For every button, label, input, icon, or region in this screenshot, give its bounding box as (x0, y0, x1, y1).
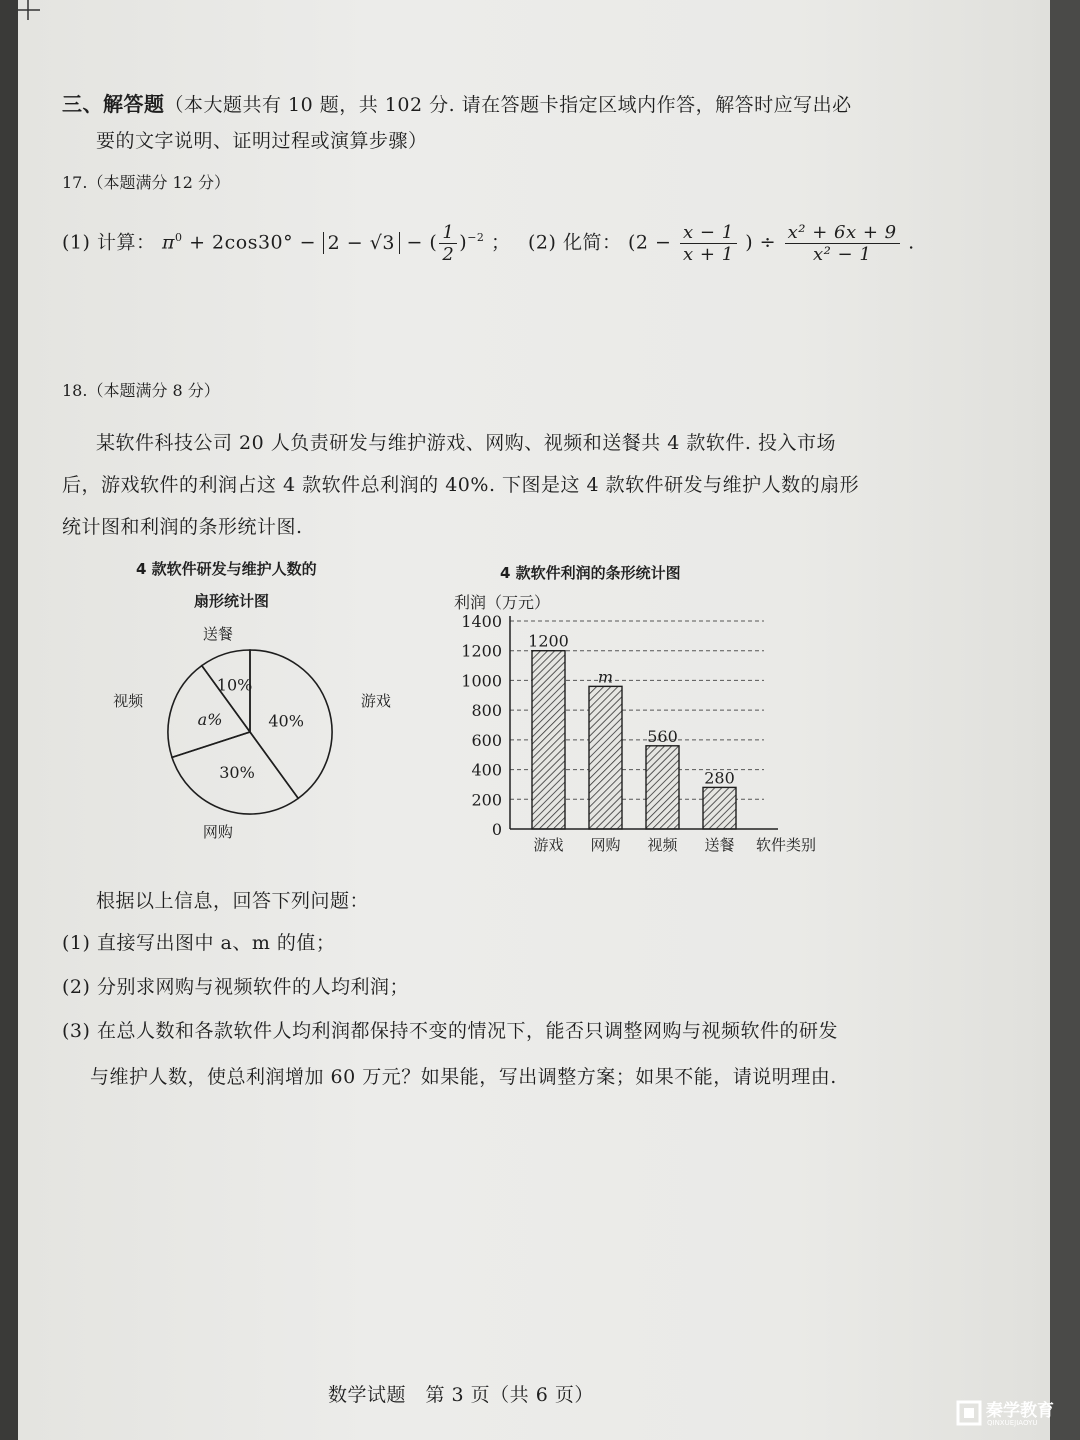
q17-close-paren: ) (459, 231, 468, 254)
q18-para-line2: 后，游戏软件的利润占这 4 款软件总利润的 40%. 下图是这 4 款软件研发与维护人数的扇形 (62, 474, 860, 496)
page-footer: 数学试题 第 3 页（共 6 页） (328, 1384, 594, 1406)
q17-f2-num: x² + 6x + 9 (785, 222, 900, 244)
logo-name: 秦学教育 (986, 1401, 1054, 1421)
section-note-line2: 要的文字说明、证明过程或演算步骤） (96, 130, 428, 152)
bar-xlabel: 软件类别 (756, 836, 817, 854)
pie-subtitle: 扇形统计图 (194, 592, 270, 610)
q18-prompt: 根据以上信息，回答下列问题： (96, 890, 370, 912)
bar-ytick-1200: 1200 (461, 641, 502, 661)
q17-f1-den: x + 1 (683, 244, 734, 265)
logo-icon (956, 1400, 982, 1426)
pie-category-2: 网购 (202, 822, 233, 841)
bar-category-2: 网购 (590, 836, 621, 854)
bar-ytick-800: 800 (471, 701, 502, 721)
q17-fraction1 (680, 222, 737, 265)
section-heading-line (62, 88, 852, 117)
pie-labels (113, 625, 391, 841)
q17-fraction2 (785, 222, 900, 265)
q18-sub1: (1) 直接写出图中 a、m 的值； (62, 932, 336, 954)
bar-category-3: 视频 (647, 836, 678, 854)
bar-data-label-1: 1200 (528, 631, 569, 651)
pie-category-1: 游戏 (360, 691, 391, 710)
q17-half-num: 1 (439, 222, 457, 244)
section-heading: 三、解答题 (62, 92, 165, 116)
watermark-logo (956, 1396, 1066, 1430)
q18-sub3-line2: 与维护人数，使总利润增加 60 万元？如果能，写出调整方案；如果不能，请说明理由. (90, 1066, 837, 1088)
bar-yticks (461, 612, 502, 839)
q17-header: 17.（本题满分 12 分） (62, 173, 230, 192)
bar-categories (533, 836, 734, 854)
bar-category-1: 游戏 (533, 836, 564, 854)
q17-p2-div: ) ÷ (745, 231, 777, 254)
q17-part1-label: (1) 计算： (62, 231, 156, 254)
bar-category-4: 送餐 (704, 836, 735, 854)
bar-2 (589, 686, 622, 829)
pie-title: 4 款软件研发与维护人数的 (136, 560, 317, 578)
logo-sub: QINXUEJIAOYU (987, 1419, 1038, 1427)
crop-mark-icon (18, 0, 58, 20)
q17-exp-neg2: −2 (467, 231, 485, 245)
pie-chart (108, 620, 398, 850)
q17-part1 (62, 222, 511, 265)
q17-part2-label: (2) 化简： (528, 231, 622, 254)
q17-exp-zero: 0 (175, 231, 183, 245)
q17-p2-open: (2 − (628, 231, 672, 254)
q17-abs-term: 2 − √3 (323, 232, 400, 254)
bar-4 (703, 787, 736, 829)
bar-chart (428, 586, 848, 862)
bar-ytick-400: 400 (471, 760, 502, 780)
pie-category-4: 送餐 (202, 625, 233, 644)
bar-ytick-1000: 1000 (461, 671, 502, 691)
q17-half-den: 2 (442, 244, 455, 265)
bar-ytick-600: 600 (471, 730, 502, 750)
background-edge (1050, 0, 1080, 1440)
bar-ytick-1400: 1400 (461, 612, 502, 631)
q17-p2-end: . (908, 231, 915, 254)
q17-open-paren: − ( (406, 231, 438, 254)
q18-header: 18.（本题满分 8 分） (62, 381, 220, 400)
bar-data-label-4: 280 (704, 768, 735, 788)
bar-3 (646, 746, 679, 829)
q18-sub3-line1: (3) 在总人数和各款软件人均利润都保持不变的情况下，能否只调整网购与视频软件的研发 (62, 1020, 838, 1042)
q17-part2 (528, 222, 915, 265)
q17-f2-den: x² − 1 (812, 244, 872, 265)
q17-cos-term: + 2cos30° − (189, 231, 317, 254)
q18-para-line1: 某软件科技公司 20 人负责研发与维护游戏、网购、视频和送餐共 4 款软件. 投入市场 (96, 432, 837, 454)
pie-slice-label-4: 10% (216, 675, 253, 695)
section-note-line1: （本大题共有 10 题，共 102 分. 请在答题卡指定区域内作答，解答时应写出必 (164, 94, 852, 116)
bar-ytick-200: 200 (471, 790, 502, 810)
pie-slice-label-3: a% (197, 710, 223, 730)
pie-category-3: 视频 (113, 691, 144, 710)
q17-pi: π (162, 231, 176, 254)
bar-ytick-0: 0 (491, 820, 502, 839)
pie-slice-label-2: 30% (219, 762, 255, 782)
q17-semicolon: ； (490, 231, 511, 254)
bar-data-label-3: 560 (647, 726, 678, 746)
bar-1 (532, 651, 565, 829)
bar-data-label-2: m (597, 667, 614, 687)
bar-title: 4 款软件利润的条形统计图 (500, 564, 681, 582)
q17-half-fraction (439, 222, 457, 265)
exam-page (18, 0, 1050, 1440)
q18-sub2: (2) 分别求网购与视频软件的人均利润； (62, 976, 409, 998)
q17-f1-num: x − 1 (680, 222, 737, 244)
bar-ylabel: 利润（万元） (454, 593, 551, 612)
q18-para-line3: 统计图和利润的条形统计图. (62, 516, 303, 538)
pie-slice-label-1: 40% (268, 711, 304, 731)
